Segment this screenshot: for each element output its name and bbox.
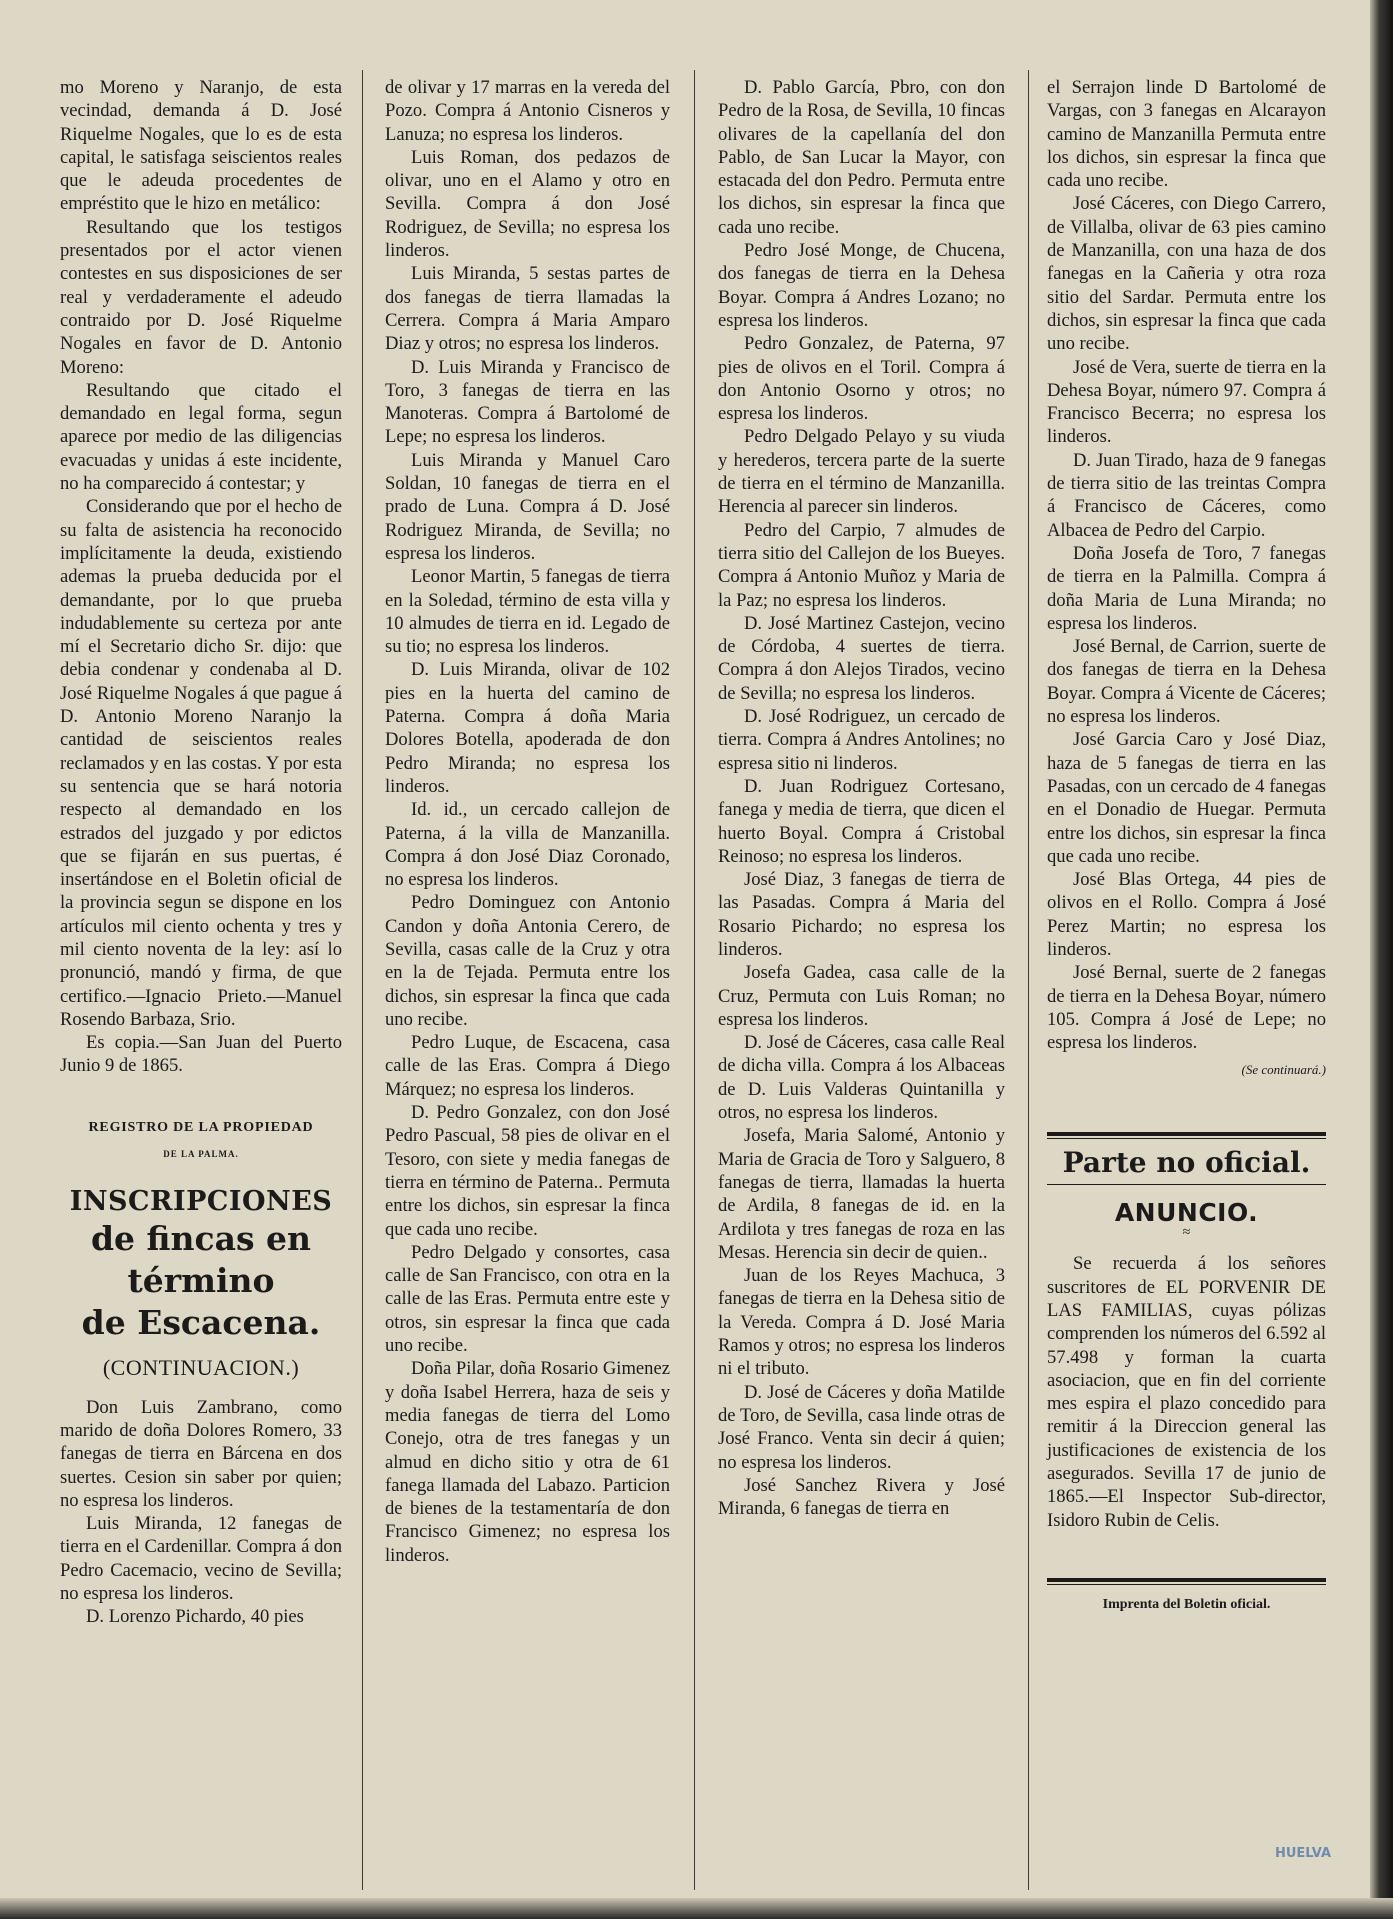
paragraph: D. Lorenzo Pichardo, 40 pies [86,1606,304,1628]
column-4 [1047,76,1326,1616]
continuation-label: (CONTINUACION.) [102,1355,300,1381]
paragraph: D. Luis Miranda, olivar de 102 pies en la huerta del camino de Paterna. Compra á doña Maria Dolores Botella, apoderada de don Pedro Miranda; no espresa los linderos. [385,659,670,797]
divider [1047,1578,1326,1582]
paragraph: Es copia.—San Juan del Puerto Junio 9 de 1865. [60,1032,342,1077]
paragraph: José Bernal, de Carrion, suerte de dos fanegas de tierra en la Dehesa Boyar. Compra á Vicente de Cáceres; no espresa los linderos. [1047,636,1326,728]
paragraph: Josefa, Maria Salomé, Antonio y Maria de Gracia de Toro y Salguero, 8 fanegas de tierra, llamadas la huerta de Ardila, 8 fanegas de id. en la Ardilota y tres fanegas de roza en las Mesas. Herencia sin decir de quien.. [718,1125,1005,1263]
section-title-inscripciones: INSCRIPCIONES [69,1186,333,1218]
paragraph: Resultando que citado el demandado en legal forma, segun aparece por medio de las diligencias evacuadas y unidas á este incidente, no ha comparecido á contestar; y [60,379,342,495]
printer-imprint: Imprenta del Boletin oficial. [1102,1596,1271,1612]
paragraph: D. Juan Tirado, haza de 9 fanegas de tierra sitio de las treintas Compra á Francisco de Cáceres, como Albacea de Pedro del Carpio. [1047,449,1326,541]
paragraph: mo Moreno y Naranjo, de esta vecindad, demanda á D. José Riquelme Nogales, que lo es de esta capital, le satisfaga seiscientos reales que le adeuda procedentes de empréstito que le hizo en metálico: [60,77,342,215]
paragraph: Pedro Gonzalez, de Paterna, 97 pies de olivos en el Toril. Compra á don Antonio Osorno y otros; no espresa los linderos. [718,333,1005,425]
paragraph: Pedro Dominguez con Antonio Candon y doña Antonia Cerero, de Sevilla, casas calle de la Cruz y otra en la de Tejada. Permuta entre los dichos, sin espresar la finca que cada uno recibe. [385,892,670,1030]
column-rule [362,70,363,1890]
paragraph: D. Pedro Gonzalez, con don José Pedro Pascual, 58 pies de olivar en el Tesoro, con siete y media fanegas de tierra en término de Paterna.. Permuta entre los dichos, sin espresar la finca que cada uno recibe. [385,1102,670,1240]
column-rule [1028,70,1029,1890]
paragraph: Luis Miranda y Manuel Caro Soldan, 10 fanegas de tierra en el prado de Luna. Compra á D. José Rodriguez Miranda, de Sevilla; no espresa los linderos. [385,449,670,564]
section-subheader: DE LA PALMA. [163,1149,239,1160]
section-title-anuncio: ANUNCIO. [1114,1198,1259,1228]
section-title-line: de Escacena. [81,1303,321,1343]
paragraph: Id. id., un cercado callejon de Paterna, á la villa de Manzanilla. Compra á don José Diaz Coronado, no espresa los linderos. [385,799,670,891]
scan-edge-bottom [0,1898,1393,1919]
paragraph: Luis Miranda, 12 fanegas de tierra en el Cardenillar. Compra á don Pedro Cacemacio, vecino de Sevilla; no espresa los linderos. [60,1513,342,1605]
paragraph: Don Luis Zambrano, como marido de doña Dolores Romero, 33 fanegas de tierra en Bárcena en dos suertes. Cesion sin saber por quien; no espresa los linderos. [60,1396,342,1511]
paragraph: Se recuerda á los señores suscritores de EL PORVENIR DE LAS FAMILIAS, cuyas pólizas comprenden los números del 6.592 al 57.498 y forman la cuarta asociacion, que en fin del corriente mes espira el plazo concedido para remitir á la Direccion general las justificaciones de existencia de los asegurados. Sevilla 17 de junio de 1865.—El Inspector Sub-director, Isidoro Rubin de Celis. [1047,1253,1326,1531]
paragraph: Pedro Delgado Pelayo y su viuda y herederos, tercera parte de la suerte de tierra en el término de Manzanilla. Herencia al parecer sin linderos. [718,426,1005,518]
paragraph: José Bernal, suerte de 2 fanegas de tierra en la Dehesa Boyar, número 105. Compra á José de Lepe; no espresa los linderos. [1047,962,1326,1054]
paragraph: D. José Martinez Castejon, vecino de Córdoba, 4 suertes de tierra. Compra á don Alejos Tirados, vecino de Sevilla; no espresa los linderos. [718,612,1005,704]
paragraph: Pedro del Carpio, 7 almudes de tierra sitio del Callejon de los Bueyes. Compra á Antonio Muñoz y Maria de la Paz; no espresa los linderos. [718,519,1005,611]
paragraph: Pedro Luque, de Escacena, casa calle de las Eras. Compra á Diego Márquez; no espresa los linderos. [385,1032,670,1100]
paragraph: Josefa Gadea, casa calle de la Cruz, Permuta con Luis Roman; no espresa los linderos. [718,962,1005,1030]
section-title-line: de fincas en término [90,1219,312,1301]
paragraph: Considerando que por el hecho de su falta de asistencia ha reconocido implícitamente la deuda, existiendo ademas la prueba deducida por el demandante, por lo que prueba indudablemente su certeza por ante mí el Secretario dicho Sr. dijo: que debia condenar y condenaba al D. José Riquelme Nogales á que pague á D. Antonio Moreno Naranjo la cantidad de seiscientos reales reclamados y en las costas. Y por esta su sentencia que se hará notoria respecto al demandado en los estrados del juzgado y por edictos que se fijarán en sus puertas, é insertándose en el Boletin oficial de la provincia segun se dispone en los artículos mil ciento ochenta y tres y mil ciento noventa de la ley: así lo pronunció, mandó y firma, de que certifico.—Ignacio Prieto.—Manuel Rosendo Barbaza, Srio. [60,496,342,1030]
paragraph: D. José de Cáceres y doña Matilde de Toro, de Sevilla, casa linde otras de José Franco. Venta sin decir á quien; no espresa los linderos. [718,1381,1005,1473]
section-header-registro: REGISTRO DE LA PROPIEDAD [88,1119,314,1135]
paragraph: José Cáceres, con Diego Carrero, de Villalba, olivar de 63 pies camino de Manzanilla, con una haza de dos fanegas en la Cañeria y otra roza sitio del Sardar. Permuta entre los dichos, sin espresar la finca que cada uno recibe. [1047,193,1326,355]
paragraph: D. José de Cáceres, casa calle Real de dicha villa. Compra á los Albaceas de D. Luis Valderas Quintanilla y otros, no espresa los linderos. [718,1032,1005,1124]
paragraph: Doña Josefa de Toro, 7 fanegas de tierra en la Palmilla. Compra á doña Maria de Luna Miranda; no espresa los linderos. [1047,542,1326,634]
library-stamp: HUELVA [1274,1845,1332,1861]
paragraph: de olivar y 17 marras en la vereda del Pozo. Compra á Antonio Cisneros y Lanuza; no espresa los linderos. [385,77,670,145]
ornament-divider: ≈ [1182,1225,1191,1241]
paragraph: José de Vera, suerte de tierra en la Dehesa Boyar, número 97. Compra á Francisco Becerra; no espresa los linderos. [1047,356,1326,448]
column-2 [385,76,670,1567]
divider [1047,1184,1326,1185]
paragraph: el Serrajon linde D Bartolomé de Vargas, con 3 fanegas en Alcarayon camino de Manzanilla Permuta entre los dichos, sin espresar la finca que cada uno recibe. [1047,77,1326,192]
paragraph: D. José Rodriguez, un cercado de tierra. Compra á Andres Antolines; no espresa sitio ni linderos. [718,706,1005,774]
paragraph: Juan de los Reyes Machuca, 3 fanegas de tierra en la Dehesa sitio de la Vereda. Compra á D. José Maria Ramos y otros; no espresa los linderos ni el tributo. [718,1265,1005,1380]
divider [1047,1132,1326,1136]
paragraph: Leonor Martin, 5 fanegas de tierra en la Soledad, término de esta villa y 10 almudes de tierra en id. Legado de su tio; no espresa los linderos. [385,566,670,658]
paragraph: José Blas Ortega, 44 pies de olivos en el Rollo. Compra á José Perez Martin; no espresa los linderos. [1047,869,1326,960]
paragraph: D. Juan Rodriguez Cortesano, fanega y media de tierra, que dicen el huerto Boyal. Compra á Cristobal Reinoso; no espresa los linderos. [718,775,1005,867]
section-title-parte-no-oficial: Parte no oficial. [1062,1145,1311,1179]
paragraph: José Sanchez Rivera y José Miranda, 6 fanegas de tierra en [718,1474,1005,1520]
paragraph: José Diaz, 3 fanegas de tierra de las Pasadas. Compra á Maria del Rosario Pichardo; no espresa los linderos. [718,869,1005,960]
paragraph: Luis Miranda, 5 sestas partes de dos fanegas de tierra llamadas la Cerrera. Compra á Maria Amparo Diaz y otros; no espresa los linderos. [385,263,670,355]
paragraph: Luis Roman, dos pedazos de olivar, uno en el Alamo y otro en Sevilla. Compra á don José Rodriguez, de Sevilla; no espresa los linderos. [385,146,670,262]
column-rule [694,70,695,1890]
divider [1047,1584,1326,1585]
paragraph: Doña Pilar, doña Rosario Gimenez y doña Isabel Herrera, haza de seis y media fanegas de tierra del Lomo Conejo, otra de tres fanegas y un almud en dicho sitio y otra de 61 fanega llamada del Labazo. Particion de bienes de la testamentaría de don Francisco Gimenez; no espresa los linderos. [385,1358,670,1566]
paragraph: Pedro José Monge, de Chucena, dos fanegas de tierra en la Dehesa Boyar. Compra á Andres Lozano; no espresa los linderos. [718,240,1005,331]
paragraph: D. Luis Miranda y Francisco de Toro, 3 fanegas de tierra en las Manoteras. Compra á Bartolomé de Lepe; no espresa los linderos. [385,356,670,448]
continued-note: (Se continuará.) [1241,1062,1326,1078]
paragraph: Pedro Delgado y consortes, casa calle de San Francisco, con otra en la calle de las Eras. Permuta entre este y otros, sin espresar la finca que cada uno recibe. [385,1241,670,1357]
divider [1047,1138,1326,1139]
paragraph: D. Pablo García, Pbro, con don Pedro de la Rosa, de Sevilla, 10 fincas olivares de la capellanía del don Pablo, de San Lucar la Mayor, con estacada del don Pedro. Permuta entre los dichos, sin espresar la finca que cada uno recibe. [718,77,1005,238]
paragraph: José Garcia Caro y José Diaz, haza de 5 fanegas de tierra en las Pasadas, con un cercado de 4 fanegas en el Donadio de Huegar. Permuta entre los dichos, sin espresar la finca que cada uno recibe. [1047,729,1326,867]
column-1 [60,76,342,1629]
paragraph: Resultando que los testigos presentados por el actor vienen contestes en sus disposiciones de ser real y verdaderamente el adeudo contraido por D. José Riquelme Nogales en favor de D. Antonio Moreno: [60,216,342,378]
column-3 [718,76,1005,1520]
scan-edge-right [1370,0,1393,1919]
